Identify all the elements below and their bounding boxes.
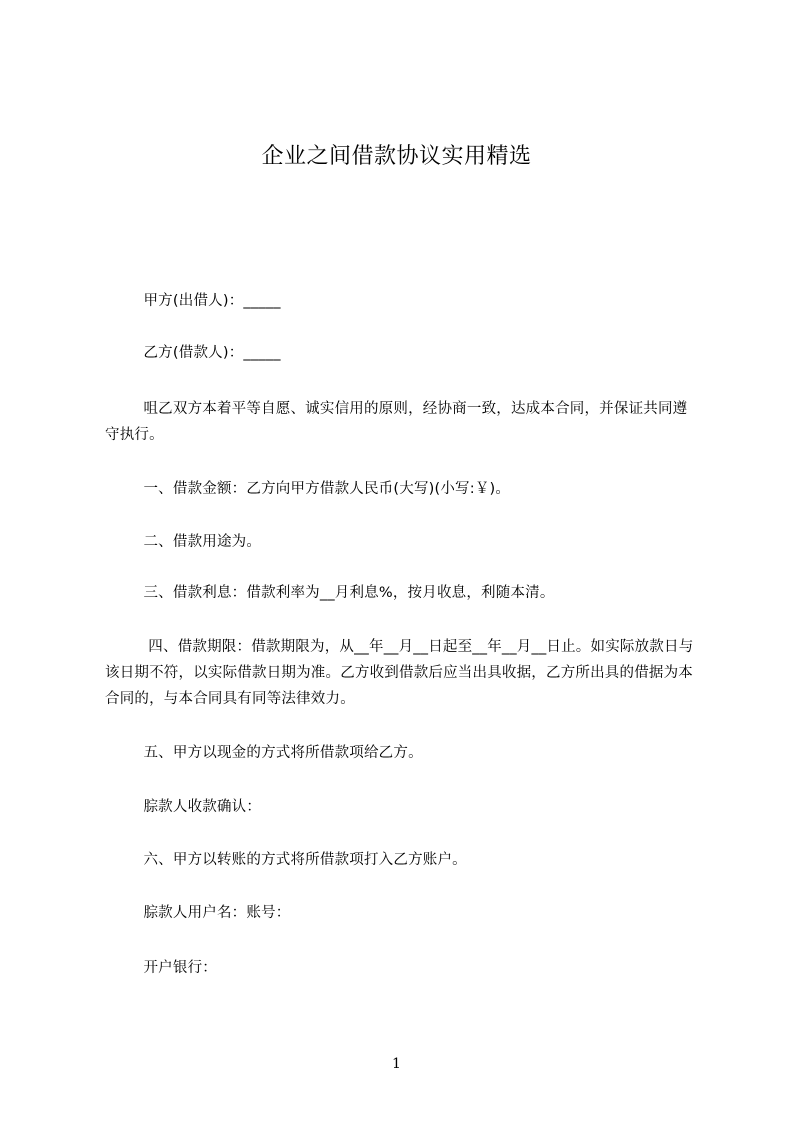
page-number: 1 <box>392 1056 401 1072</box>
party-a-line: 甲方(出借人)：_____ <box>105 293 281 309</box>
account-name-line: 腙款人用户名：账号： <box>105 905 291 921</box>
bank-line: 开户银行： <box>105 960 217 976</box>
clause-loan-purpose: 二、借款用途为。 <box>105 534 262 550</box>
clause-cash-payment: 五、甲方以现金的方式将所借款项给乙方。 <box>105 745 423 761</box>
clause-loan-amount: 一、借款金额：乙方向甲方借款人民币(大写)(小写:￥)。 <box>105 481 511 497</box>
cash-receipt-confirmation: 腙款人收款确认： <box>105 799 262 815</box>
clause-transfer-payment: 六、甲方以转账的方式将所借款项打入乙方账户。 <box>105 852 467 868</box>
document-title: 企业之间借款协议实用精选 <box>261 144 532 169</box>
party-b-line: 乙方(借款人)：_____ <box>105 345 281 361</box>
preamble-paragraph: 咀乙双方本着平等自愿、诚实信用的原则，经协商一致，达成本合同，并保证共同遵守执行。 <box>105 401 688 443</box>
clause-loan-term: 四、借款期限：借款期限为，从__年__月__日起至__年__月__日止。如实际放款日与该日期不符，以实际借款日期为准。乙方收到借款后应当出具收据，乙方所出具的借据为本合同的，与本合同具有同等法律效力。 <box>105 639 694 707</box>
clause-loan-interest: 三、借款利息：借款利率为__月利息%，按月收息，利随本清。 <box>105 585 555 601</box>
